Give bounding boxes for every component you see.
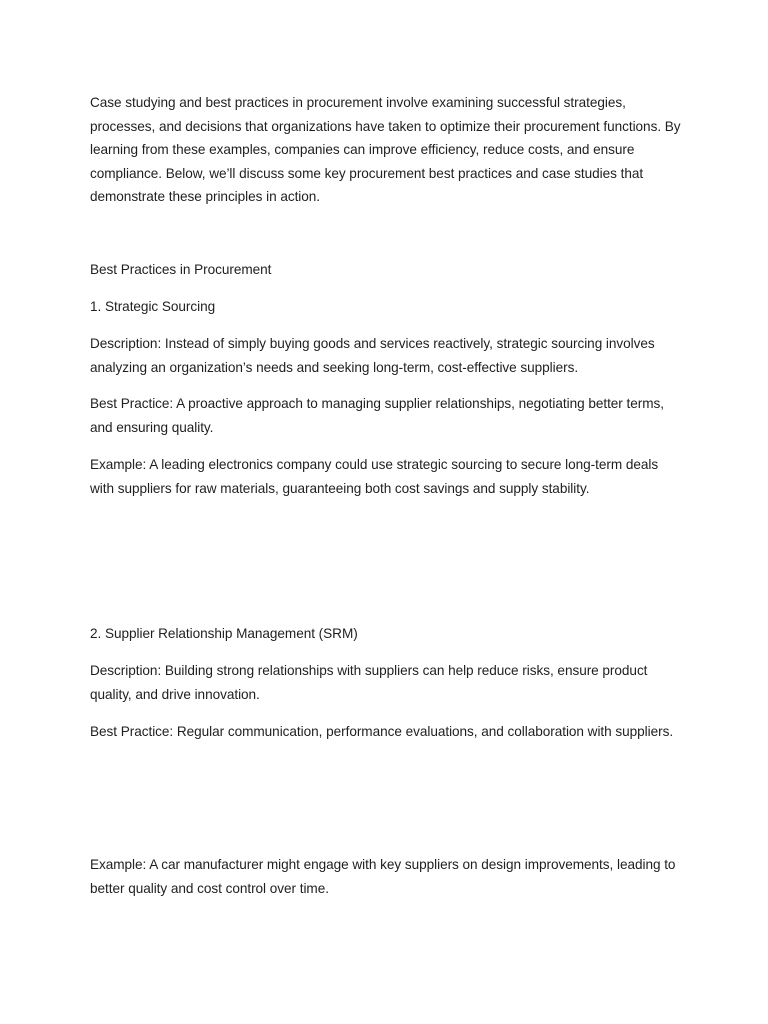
item-1-example: Example: A leading electronics company could use strategic sourcing to secure long-term deals with suppliers for raw materials, guaranteeing both cost savings and supply stability. <box>90 457 659 496</box>
section-heading: Best Practices in Procurement <box>90 262 272 277</box>
item-1-heading: 1. Strategic Sourcing <box>90 299 216 314</box>
item-2-heading: 2. Supplier Relationship Management (SRM) <box>90 626 358 641</box>
item-2-example: Example: A car manufacturer might engage with key suppliers on design improvements, leading to better quality and cost control over time. <box>90 857 676 896</box>
item-2-description: Description: Building strong relationships with suppliers can help reduce risks, ensure product quality, and drive innovation. <box>90 663 648 702</box>
item-2-best-practice: Best Practice: Regular communication, performance evaluations, and collaboration with suppliers. <box>90 724 674 739</box>
intro-paragraph: Case studying and best practices in procurement involve examining successful strategies, processes, and decisions that organizations have taken to optimize their procurement functions. By learning from these examples, companies can improve efficiency, reduce costs, and ensure compliance. Below, we’ll discuss some key procurement best practices and case studies that demonstrate these principles in action. <box>90 95 681 205</box>
item-1-best-practice: Best Practice: A proactive approach to managing supplier relationships, negotiating better terms, and ensuring quality. <box>90 396 664 435</box>
item-1-description: Description: Instead of simply buying goods and services reactively, strategic sourcing involves analyzing an organization’s needs and seeking long-term, cost-effective suppliers. <box>90 336 655 375</box>
